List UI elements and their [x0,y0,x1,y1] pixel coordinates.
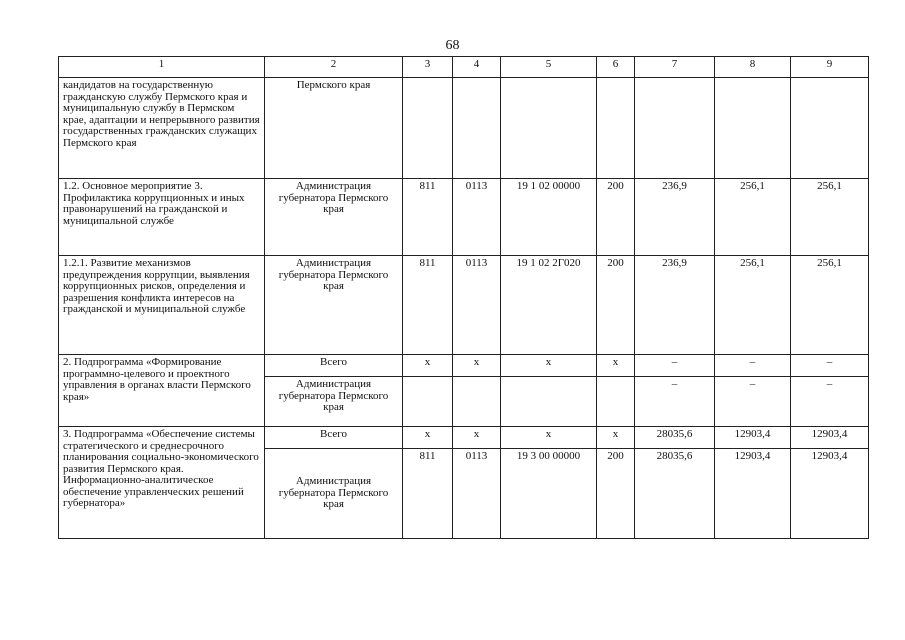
table-row [59,256,869,355]
table-cell [791,78,869,179]
table-cell [597,377,635,427]
item-description: 2. Подпрограмма «Формирование программно-целевого и проектного управления в органах власти Пермского края» [59,355,265,427]
ministry-code: 811 [403,179,453,256]
amount-col8: 256,1 [715,179,791,256]
section-code: x [453,355,501,377]
ministry-code: x [403,355,453,377]
table-cell [403,78,453,179]
responsible-executor: Администрация губернатора Пермского края [265,377,403,427]
expense-type-code: x [597,355,635,377]
page-number: 68 [445,38,460,53]
amount-col9: 256,1 [791,256,869,355]
table-cell [597,78,635,179]
section-code: x [453,427,501,449]
section-code: 0113 [453,179,501,256]
column-header: 2 [265,57,403,78]
section-code: 0113 [453,256,501,355]
table-cell [715,78,791,179]
column-header: 3 [403,57,453,78]
amount-col7: 28035,6 [635,449,715,539]
column-header: 7 [635,57,715,78]
budget-table [58,56,869,539]
column-header: 5 [501,57,597,78]
amount-col8: – [715,377,791,427]
header-row [59,57,869,78]
item-description: 1.2.1. Развитие механизмов предупреждения коррупции, выявления коррупционных рисков, определения и разрешения конфликта интересов на гражданской и муниципальной службе [59,256,265,355]
expense-type-code: 200 [597,179,635,256]
table-cell [501,377,597,427]
column-header: 8 [715,57,791,78]
table-row [59,427,869,449]
responsible-executor: Администрация губернатора Пермского края [265,256,403,355]
table-cell [403,377,453,427]
ministry-code: 811 [403,256,453,355]
table-row [59,179,869,256]
expense-type-code: 200 [597,449,635,539]
responsible-executor: Пермского края [265,78,403,179]
target-article-code: 19 1 02 00000 [501,179,597,256]
amount-col8: 256,1 [715,256,791,355]
table-cell [453,78,501,179]
column-header: 4 [453,57,501,78]
expense-type-code: x [597,427,635,449]
table-row [59,355,869,377]
amount-col9: – [791,377,869,427]
amount-col9: 12903,4 [791,449,869,539]
column-header: 1 [59,57,265,78]
ministry-code: 811 [403,449,453,539]
amount-col9: 256,1 [791,179,869,256]
target-article-code: 19 1 02 2Г020 [501,256,597,355]
expense-type-code: 200 [597,256,635,355]
responsible-executor: Администрация губернатора Пермского края [265,449,403,539]
amount-col8: 12903,4 [715,449,791,539]
responsible-executor: Всего [265,355,403,377]
amount-col7: 236,9 [635,256,715,355]
item-description: 1.2. Основное мероприятие 3. Профилактика коррупционных и иных правонарушений на гражданской и муниципальной службе [59,179,265,256]
item-description: кандидатов на государственную гражданскую службу Пермского края и муниципальную службу в Пермском крае, адаптации и непрерывного развития государственных гражданских служащих Пермского края [59,78,265,179]
amount-col7: 236,9 [635,179,715,256]
amount-col7: – [635,355,715,377]
amount-col9: – [791,355,869,377]
amount-col8: 12903,4 [715,427,791,449]
amount-col8: – [715,355,791,377]
table-row [59,78,869,179]
ministry-code: x [403,427,453,449]
table-cell [453,377,501,427]
section-code: 0113 [453,449,501,539]
column-header: 9 [791,57,869,78]
target-article-code: x [501,355,597,377]
responsible-executor: Всего [265,427,403,449]
table-cell [501,78,597,179]
amount-col9: 12903,4 [791,427,869,449]
amount-col7: – [635,377,715,427]
amount-col7: 28035,6 [635,427,715,449]
target-article-code: x [501,427,597,449]
item-description: 3. Подпрограмма «Обеспечение системы стратегического и среднесрочного планирования социально-экономического развития Пермского края. Информационно-аналитическое обеспечение управленческих решений губернатора» [59,427,265,539]
responsible-executor: Администрация губернатора Пермского края [265,179,403,256]
column-header: 6 [597,57,635,78]
target-article-code: 19 3 00 00000 [501,449,597,539]
table-cell [635,78,715,179]
